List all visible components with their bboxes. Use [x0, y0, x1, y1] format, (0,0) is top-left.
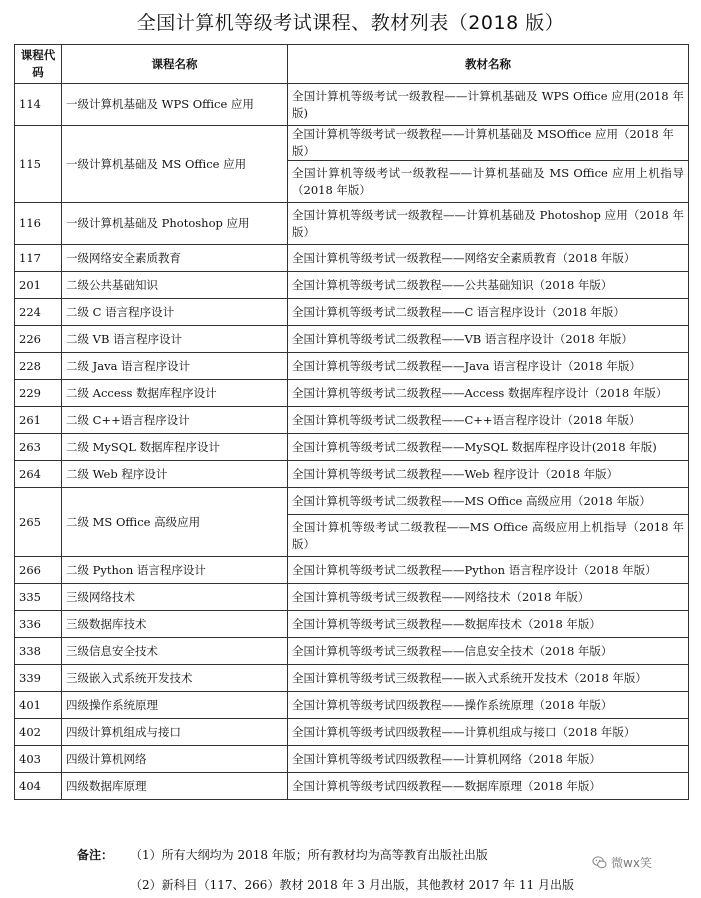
table-row — [15, 245, 689, 272]
course-code-cell: 115 — [15, 126, 62, 203]
textbook-name-cell: 全国计算机等级考试四级教程——数据库原理（2018 年版） — [288, 773, 689, 800]
course-name-cell: 二级 MS Office 高级应用 — [62, 488, 288, 557]
table-row — [15, 461, 689, 488]
course-code-cell: 263 — [15, 434, 62, 461]
course-name-cell: 二级公共基础知识 — [62, 272, 288, 299]
textbook-name-cell: 全国计算机等级考试三级教程——嵌入式系统开发技术（2018 年版） — [288, 665, 689, 692]
textbook-name-cell: 全国计算机等级考试二级教程——VB 语言程序设计（2018 年版） — [288, 326, 689, 353]
table-row — [15, 434, 689, 461]
table-row — [15, 84, 689, 126]
table-row — [15, 584, 689, 611]
course-name-cell: 二级 Java 语言程序设计 — [62, 353, 288, 380]
table-row — [15, 407, 689, 434]
course-name-cell: 一级计算机基础及 MS Office 应用 — [62, 126, 288, 203]
course-name-cell: 一级计算机基础及 Photoshop 应用 — [62, 203, 288, 245]
course-name-cell: 四级计算机网络 — [62, 746, 288, 773]
table-row — [15, 611, 689, 638]
textbook-name-cell: 全国计算机等级考试三级教程——信息安全技术（2018 年版） — [288, 638, 689, 665]
watermark-text: 微wx笑 — [611, 856, 652, 870]
course-code-cell: 224 — [15, 299, 62, 326]
table-row — [15, 326, 689, 353]
course-code-cell: 401 — [15, 692, 62, 719]
course-name-cell: 二级 MySQL 数据库程序设计 — [62, 434, 288, 461]
course-code-cell: 339 — [15, 665, 62, 692]
textbook-name-cell: 全国计算机等级考试三级教程——数据库技术（2018 年版） — [288, 611, 689, 638]
textbook-name-cell: 全国计算机等级考试二级教程——Python 语言程序设计（2018 年版） — [288, 557, 689, 584]
table-row — [15, 380, 689, 407]
table-row — [15, 719, 689, 746]
course-code-cell: 338 — [15, 638, 62, 665]
course-code-cell: 265 — [15, 488, 62, 557]
note-item: （2）新科目（117、266）教材 2018 年 3 月出版，其他教材 2017 年 11 月出版 — [130, 878, 574, 892]
wechat-icon — [592, 855, 607, 870]
course-name-cell: 四级计算机组成与接口 — [62, 719, 288, 746]
course-code-cell: 117 — [15, 245, 62, 272]
course-name-cell: 二级 C 语言程序设计 — [62, 299, 288, 326]
table-row — [15, 488, 689, 515]
course-name-cell: 三级嵌入式系统开发技术 — [62, 665, 288, 692]
textbook-name-cell: 全国计算机等级考试二级教程——Java 语言程序设计（2018 年版） — [288, 353, 689, 380]
textbook-name-cell: 全国计算机等级考试一级教程——计算机基础及 Photoshop 应用（2018 年版） — [288, 203, 689, 245]
table-row — [15, 299, 689, 326]
textbook-name-cell: 全国计算机等级考试二级教程——MS Office 高级应用（2018 年版） — [288, 488, 689, 515]
table-row — [15, 746, 689, 773]
textbook-name-cell: 全国计算机等级考试一级教程——计算机基础及 MSOffice 应用（2018 年版） — [288, 126, 689, 161]
textbook-name-cell: 全国计算机等级考试二级教程——C 语言程序设计（2018 年版） — [288, 299, 689, 326]
textbook-name-cell: 全国计算机等级考试二级教程——C++语言程序设计（2018 年版） — [288, 407, 689, 434]
notes-label: 备注： — [77, 848, 114, 862]
course-code-cell: 335 — [15, 584, 62, 611]
course-code-cell: 402 — [15, 719, 62, 746]
course-name-cell: 二级 Access 数据库程序设计 — [62, 380, 288, 407]
course-code-cell: 266 — [15, 557, 62, 584]
textbook-name-cell: 全国计算机等级考试二级教程——Access 数据库程序设计（2018 年版） — [288, 380, 689, 407]
page-title: 全国计算机等级考试课程、教材列表（2018 版） — [136, 12, 565, 34]
course-code-cell: 226 — [15, 326, 62, 353]
textbook-name-cell: 全国计算机等级考试二级教程——MS Office 高级应用上机指导（2018 年版） — [288, 515, 689, 557]
table-row — [15, 557, 689, 584]
textbook-name-cell: 全国计算机等级考试一级教程——网络安全素质教育（2018 年版） — [288, 245, 689, 272]
textbook-name-cell: 全国计算机等级考试四级教程——计算机网络（2018 年版） — [288, 746, 689, 773]
textbook-name-cell: 全国计算机等级考试二级教程——MySQL 数据库程序设计(2018 年版) — [288, 434, 689, 461]
course-code-cell: 228 — [15, 353, 62, 380]
textbook-name-cell: 全国计算机等级考试四级教程——操作系统原理（2018 年版） — [288, 692, 689, 719]
textbook-name-cell: 全国计算机等级考试一级教程——计算机基础及 MS Office 应用上机指导（2018 年版） — [288, 161, 689, 203]
header-course-code: 课程代码 — [15, 45, 62, 84]
course-code-cell: 264 — [15, 461, 62, 488]
course-code-cell: 261 — [15, 407, 62, 434]
textbook-name-cell: 全国计算机等级考试一级教程——计算机基础及 WPS Office 应用(2018 年版) — [288, 84, 689, 126]
course-code-cell: 336 — [15, 611, 62, 638]
course-name-cell: 三级信息安全技术 — [62, 638, 288, 665]
table-row — [15, 665, 689, 692]
textbook-name-cell: 全国计算机等级考试四级教程——计算机组成与接口（2018 年版） — [288, 719, 689, 746]
course-code-cell: 404 — [15, 773, 62, 800]
table-row — [15, 126, 689, 161]
course-table — [14, 44, 689, 800]
course-code-cell: 114 — [15, 84, 62, 126]
table-row — [15, 692, 689, 719]
header-course-name: 课程名称 — [62, 45, 288, 84]
course-name-cell: 二级 Python 语言程序设计 — [62, 557, 288, 584]
textbook-name-cell: 全国计算机等级考试二级教程——Web 程序设计（2018 年版） — [288, 461, 689, 488]
course-name-cell: 二级 VB 语言程序设计 — [62, 326, 288, 353]
table-row — [15, 272, 689, 299]
course-name-cell: 二级 Web 程序设计 — [62, 461, 288, 488]
textbook-name-cell: 全国计算机等级考试二级教程——公共基础知识（2018 年版） — [288, 272, 689, 299]
table-row — [15, 353, 689, 380]
table-row — [15, 773, 689, 800]
course-code-cell: 229 — [15, 380, 62, 407]
course-name-cell: 三级数据库技术 — [62, 611, 288, 638]
course-name-cell: 三级网络技术 — [62, 584, 288, 611]
course-name-cell: 二级 C++语言程序设计 — [62, 407, 288, 434]
course-name-cell: 四级数据库原理 — [62, 773, 288, 800]
table-row — [15, 638, 689, 665]
course-code-cell: 201 — [15, 272, 62, 299]
note-item: （1）所有大纲均为 2018 年版；所有教材均为高等教育出版社出版 — [130, 848, 488, 862]
textbook-name-cell: 全国计算机等级考试三级教程——网络技术（2018 年版） — [288, 584, 689, 611]
table-row — [15, 203, 689, 245]
course-name-cell: 四级操作系统原理 — [62, 692, 288, 719]
course-name-cell: 一级网络安全素质教育 — [62, 245, 288, 272]
header-textbook-name: 教材名称 — [288, 45, 689, 84]
watermark — [592, 854, 652, 871]
course-code-cell: 116 — [15, 203, 62, 245]
course-name-cell: 一级计算机基础及 WPS Office 应用 — [62, 84, 288, 126]
table-header-row — [15, 45, 689, 84]
course-code-cell: 403 — [15, 746, 62, 773]
